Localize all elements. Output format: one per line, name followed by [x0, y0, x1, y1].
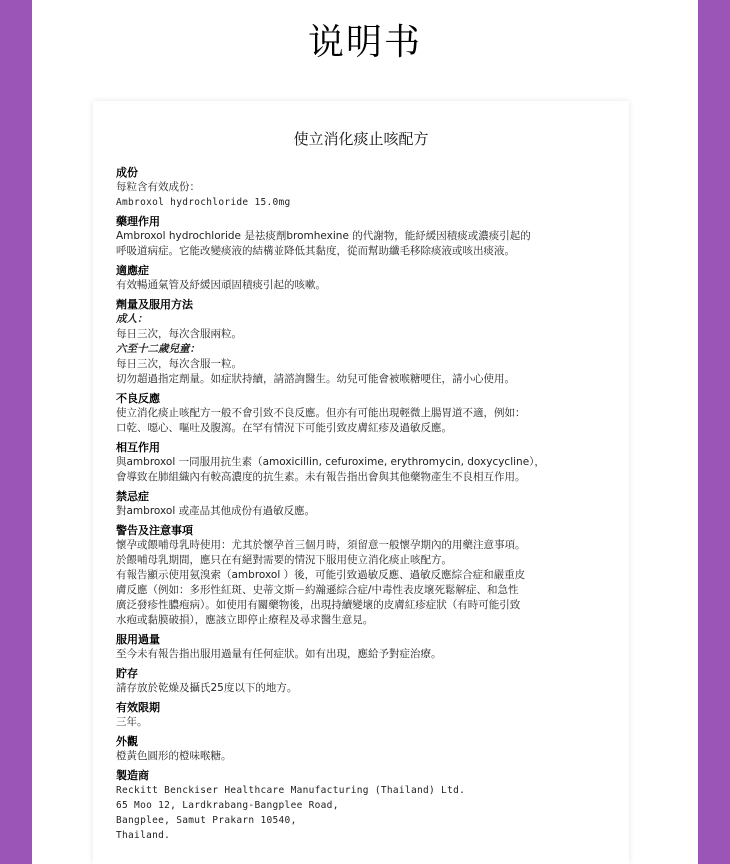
leaflet-section [116, 768, 616, 843]
leaflet-section [116, 440, 616, 485]
section-text-line: 於餵哺母乳期間，應只在有絕對需要的情況下服用使立消化痰止咳配方。 [116, 554, 452, 566]
right-purple-border [698, 0, 730, 864]
section-text-line: 有報告顯示使用氨溴索（ambroxol ）後，可能引致過敏反應、過敏反應綜合症和嚴重皮 [116, 569, 526, 581]
section-heading: 不良反應 [116, 392, 160, 405]
leaflet-section [116, 523, 616, 628]
section-text-line: 廣泛發疹性膿疱病）。如使用有關藥物後，出現持續變壞的皮膚紅疹症狀（有時可能引致 [116, 599, 521, 611]
leaflet-section [116, 391, 616, 436]
section-heading: 外觀 [116, 735, 138, 748]
left-purple-border [0, 0, 32, 864]
leaflet-section [116, 263, 616, 293]
section-text-line: 膚反應（例如：多形性紅斑、史蒂文斯－約瀚遜綜合症/中毒性表皮壞死鬆解症、和急性 [116, 584, 519, 596]
section-text-line: 至今未有報告指出服用過量有任何症狀。如有出現，應給予對症治療。 [116, 648, 442, 660]
section-text-line: 請存放於乾燥及攝氏25度以下的地方。 [116, 682, 298, 694]
section-heading: 警告及注意事項 [116, 524, 193, 537]
dosage-group-label: 成人： [116, 313, 148, 325]
section-text-line: 與ambroxol 一同服用抗生素（amoxicillin, cefuroxime, erythromycin, doxycycline）， [116, 456, 545, 468]
section-heading: 服用過量 [116, 633, 160, 646]
section-text-line: 水疱或黏膜破損），應該立即停止療程及尋求醫生意見。 [116, 614, 374, 626]
leaflet-body [116, 165, 616, 847]
section-heading: 相互作用 [116, 441, 160, 454]
leaflet-section [116, 489, 616, 519]
section-heading: 禁忌症 [116, 490, 149, 503]
section-text-line: Ambroxol hydrochloride 是祛痰劑bromhexine 的代謝物，能紓緩因積痰或濃痰引起的 [116, 230, 531, 242]
dosage-group-label: 六至十二歲兒童： [116, 343, 200, 355]
section-heading: 成份 [116, 166, 138, 179]
section-text-line: 呼吸道病症。它能改變痰液的結構並降低其黏度，從而幫助纖毛移除痰液或咳出痰液。 [116, 245, 515, 257]
leaflet-section [116, 297, 616, 387]
section-text-line: 懷孕或餵哺母乳時使用：尤其於懷孕首三個月時，須留意一般懷孕期內的用藥注意事項。 [116, 539, 526, 551]
section-text-line: 對ambroxol 或產品其他成份有過敏反應。 [116, 505, 316, 517]
leaflet-section [116, 734, 616, 764]
section-text-line: Thailand. [116, 830, 171, 841]
section-text-line: 口乾、噁心、嘔吐及腹瀉。在罕有情況下可能引致皮膚紅疹及過敏反應。 [116, 422, 452, 434]
section-text-line: 橙黃色圓形的橙味喉糖。 [116, 750, 232, 762]
leaflet-section [116, 700, 616, 730]
section-text-line: Reckitt Benckiser Healthcare Manufacturing (Thailand) Ltd. [116, 785, 466, 796]
leaflet-section [116, 632, 616, 662]
page-title: 说明书 [307, 22, 422, 63]
section-text-line: Ambroxol hydrochloride 15.0mg [116, 197, 291, 208]
section-text-line: 每日三次，每次含服一粒。 [116, 358, 242, 370]
leaflet-section [116, 214, 616, 259]
section-text-line: 每粒含有效成份： [116, 181, 200, 193]
section-heading: 貯存 [116, 667, 138, 680]
section-text-line: 65 Moo 12, Lardkrabang-Bangplee Road, [116, 800, 339, 811]
leaflet-section [116, 165, 616, 210]
section-heading: 藥理作用 [116, 215, 160, 228]
section-text-line: 每日三次，每次含服兩粒。 [116, 328, 242, 340]
section-text-line: 切勿超過指定劑量。如症狀持續，請諮詢醫生。幼兒可能會被喉糖哽住，請小心使用。 [116, 373, 515, 385]
section-text-line: 使立消化痰止咳配方一般不會引致不良反應。但亦有可能出現輕微上腸胃道不適，例如： [116, 407, 526, 419]
section-heading: 劑量及服用方法 [116, 298, 193, 311]
section-text-line: 有效暢通氣管及紓緩因頑固積痰引起的咳嗽。 [116, 279, 326, 291]
section-heading: 有效限期 [116, 701, 160, 714]
section-heading: 製造商 [116, 769, 149, 782]
section-text-line: Bangplee, Samut Prakarn 10540, [116, 815, 297, 826]
section-text-line: 會導致在肺組織內有較高濃度的抗生素。未有報告指出會與其他藥物產生不良相互作用。 [116, 471, 526, 483]
section-heading: 適應症 [116, 264, 149, 277]
instruction-leaflet [93, 101, 629, 864]
leaflet-title: 使立消化痰止咳配方 [293, 130, 429, 148]
leaflet-section [116, 666, 616, 696]
section-text-line: 三年。 [116, 716, 148, 728]
